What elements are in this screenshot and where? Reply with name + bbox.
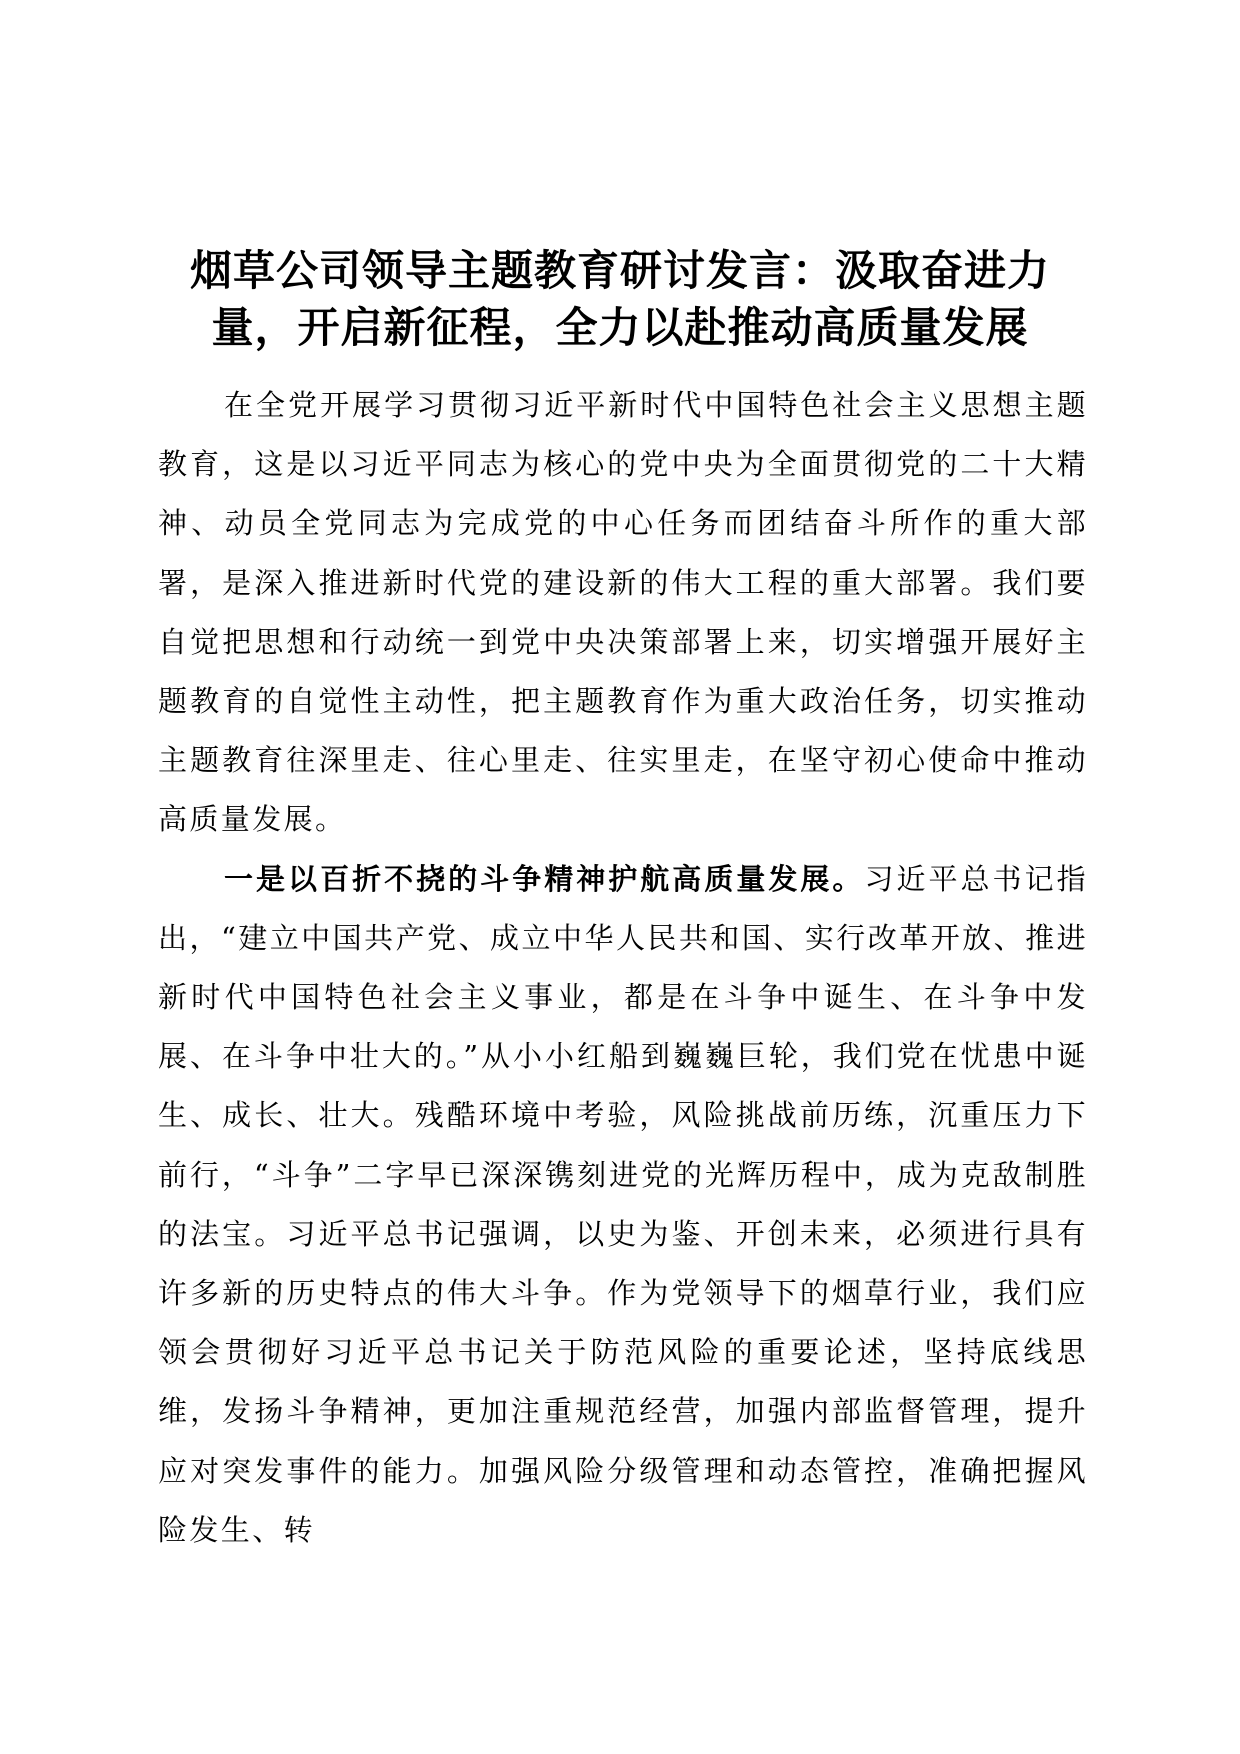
paragraph-text: 在全党开展学习贯彻习近平新时代中国特色社会主义思想主题教育，这是以习近平同志为核心的党中央为全面贯彻党的二十大精神、动员全党同志为完成党的中心任务而团结奋斗所作的重大部署，是深入推进新时代党的建设新的伟大工程的重大部署。我们要自觉把思想和行动统一到党中央决策部署上来，切实增强开展好主题教育的自觉性主动性，把主题教育作为重大政治任务，切实推动主题教育往深里走、往心里走、往实里走，在坚守初心使命中推动高质量发展。 — [158, 388, 1088, 837]
paragraph-point-one — [158, 850, 1088, 1560]
title-line-1: 烟草公司领导主题教育研讨发言：汲取奋进力 — [189, 246, 1050, 295]
title-line-2: 量，开启新征程，全力以赴推动高质量发展 — [211, 303, 1029, 352]
paragraph-intro — [158, 376, 1088, 850]
document-body — [158, 376, 1088, 1560]
paragraph-lead: 一是以百折不挠的斗争精神护航高质量发展。 — [224, 861, 865, 896]
paragraph-text: 习近平总书记指出，“建立中国共产党、成立中华人民共和国、实行改革开放、推进新时代中国特色社会主义事业，都是在斗争中诞生、在斗争中发展、在斗争中壮大的。”从小小红船到巍巍巨轮，我们党在忧患中诞生、成长、壮大。残酷环境中考验，风险挑战前历练，沉重压力下前行，“斗争”二字早已深深镌刻进党的光辉历程中，成为克敌制胜的法宝。习近平总书记强调，以史为鉴、开创未来，必须进行具有许多新的历史特点的伟大斗争。作为党领导下的烟草行业，我们应领会贯彻好习近平总书记关于防范风险的重要论述，坚持底线思维，发扬斗争精神，更加注重规范经营，加强内部监督管理，提升应对突发事件的能力。加强风险分级管理和动态管控，准确把握风险发生、转 — [158, 861, 1088, 1547]
document-title — [150, 242, 1090, 356]
